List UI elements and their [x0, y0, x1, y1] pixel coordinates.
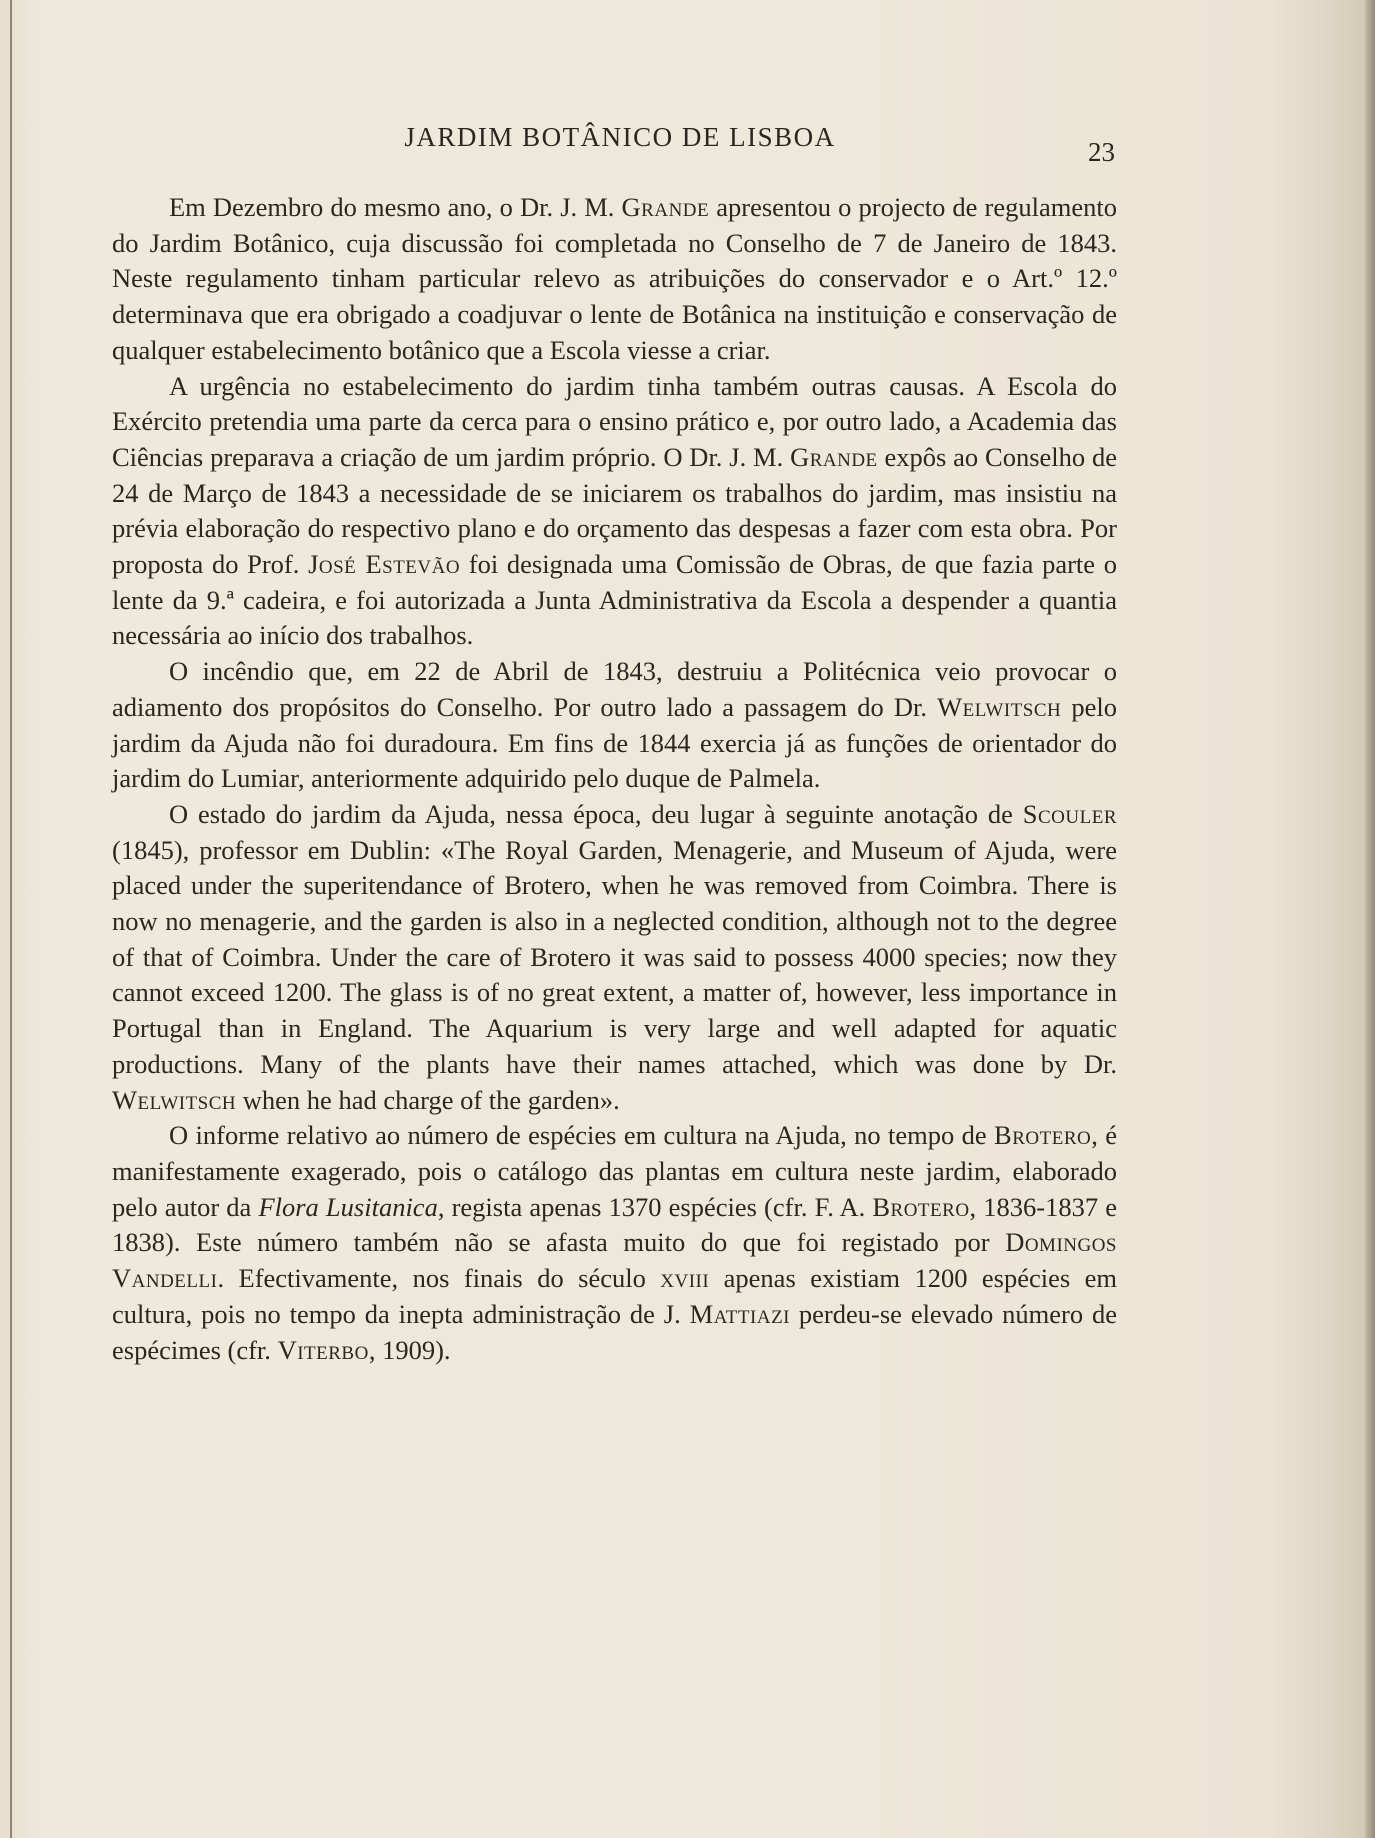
text-run: expôs ao Conselho de 24 de Março de 1843 a necessidade de se iniciarem os trabalhos do jardim, mas insistiu na prévia elaboração do respectivo plano e do orçamento das despesas a fazer com esta obra. Por proposta do Prof. [112, 441, 1117, 580]
text-run: O estado do jardim da Ajuda, nessa época, deu lugar à seguinte anotação de [169, 798, 1023, 829]
paragraph-2 [112, 369, 1117, 655]
body-text [112, 190, 1117, 1368]
paragraph-1 [112, 190, 1117, 369]
author-name: Mattiazi [689, 1298, 790, 1329]
text-run: O incêndio que, em 22 de Abril de 1843, destruiu a Politécnica veio provocar o adiamento dos propósitos do Conselho. Por outro lado a passagem do Dr. [112, 656, 1117, 722]
text-run: foi designada uma Comissão de Obras, de que fazia parte o lente da 9.ª cadeira, e foi autorizada a Junta Administrativa da Escola a despender a quantia necessária ao início dos trabalhos. [112, 549, 1117, 651]
text-run: apresentou o projecto de regulamento do Jardim Botânico, cuja discussão foi completada no Conselho de 7 de Janeiro de 1843. Neste regulamento tinham particular relevo as atribuições do conservador e o Art.º 12.º determinava que era obrigado a coadjuvar o lente de Botânica na instituição e conservação de qualquer estabelecimento botânico que a Escola viesse a criar. [112, 192, 1117, 365]
text-run: , 1836-1837 e 1838). Este número também não se afasta muito do que foi registado por [112, 1191, 1117, 1258]
text-run: when he had charge of the garden». [236, 1084, 620, 1115]
author-name: Grande [621, 192, 710, 222]
book-title: Flora Lusitanica [258, 1191, 438, 1222]
text-run: pelo jardim da Ajuda não foi duradoura. Em fins de 1844 exercia já as funções de orientador do jardim do Lumiar, anteriormente adquirido pelo duque de Palmela. [112, 691, 1117, 794]
paragraph-5 [112, 1118, 1117, 1368]
author-name: Welwitsch [937, 691, 1062, 722]
author-name: Viterbo [277, 1334, 369, 1365]
century-numeral: xviii [660, 1263, 710, 1294]
text-run: . Efectivamente, nos finais do século [217, 1263, 661, 1294]
text-run: perdeu-se elevado número de espécimes (cfr. [112, 1298, 1117, 1365]
author-name: Brotero [872, 1191, 970, 1222]
page-right-shadow [1365, 0, 1375, 1838]
paragraph-4 [112, 797, 1117, 1118]
text-run: , regista apenas 1370 espécies (cfr. F. A. [437, 1191, 873, 1222]
author-name: Grande [790, 441, 878, 472]
text-run: O informe relativo ao número de espécies em cultura na Ajuda, no tempo de [169, 1120, 995, 1151]
author-name: José Estevão [308, 549, 461, 580]
author-name: Brotero [994, 1120, 1092, 1151]
author-name: Scouler [1022, 798, 1117, 829]
author-name: Domingos Vandelli [112, 1227, 1117, 1294]
text-run: , 1909). [368, 1334, 451, 1365]
page-left-edge [10, 0, 12, 1838]
text-run: Em Dezembro do mesmo ano, o Dr. J. M. [169, 192, 622, 222]
text-run: A urgência no estabelecimento do jardim tinha também outras causas. A Escola do Exército pretendia uma parte da cerca para o ensino prático e, por outro lado, a Academia das Ciências preparava a criação de um jardim próprio. O Dr. J. M. [112, 370, 1117, 472]
text-run: , é manifestamente exagerado, pois o catálogo das plantas em cultura neste jardim, elaborado pelo autor da [112, 1120, 1117, 1222]
paragraph-3 [112, 654, 1117, 797]
author-name: Welwitsch [112, 1084, 237, 1115]
page-number: 23 [1088, 137, 1115, 167]
running-head: JARDIM BOTÂNICO DE LISBOA [404, 122, 836, 152]
text-run: (1845), professor em Dublin: «The Royal Garden, Menagerie, and Museum of Ajuda, were placed under the superitendance of Brotero, when he was removed from Coimbra. There is now no menagerie, and the garden is also in a neglected condition, although not to the degree of that of Coimbra. Under the care of Brotero it was said to possess 4000 species; now they cannot exceed 1200. The glass is of no great extent, a matter of, however, less importance in Portugal than in England. The Aquarium is very large and well adapted for aquatic productions. Many of the plants have their names attached, which was done by Dr. [112, 834, 1117, 1079]
text-run: apenas existiam 1200 espécies em cultura, pois no tempo da inepta administração de J. [112, 1263, 1117, 1329]
